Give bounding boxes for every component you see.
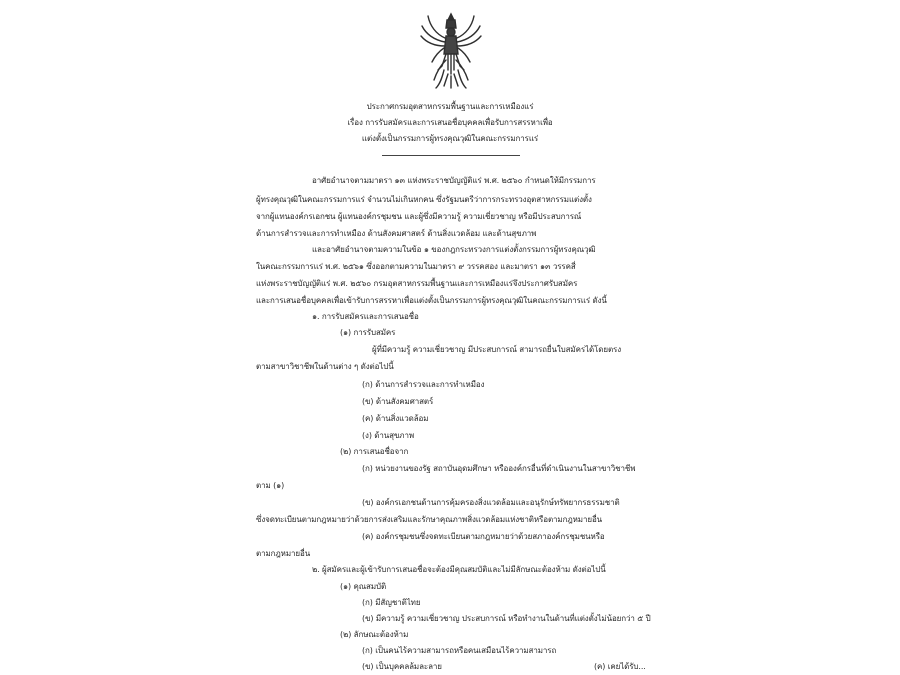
body-line: อาศัยอำนาจตามมาตรา ๑๓ แห่งพระราชบัญญัติแร่ พ.ศ. ๒๕๖๐ กำหนดให้มีกรรมการ [312, 176, 596, 185]
body-line: ผู้ทรงคุณวุฒิในคณะกรรมการแร่ จำนวนไม่เกินหกคน ซึ่งรัฐมนตรีว่าการกระทรวงอุตสาหกรรมแต่งตั้ง [256, 195, 592, 204]
body-line: ในคณะกรรมการแร่ พ.ศ. ๒๕๖๑ ซึ่งออกตามความในมาตรา ๙ วรรคสอง และมาตรา ๑๓ วรรคสี่ [256, 262, 576, 271]
body-line: ตามกฎหมายอื่น [256, 549, 311, 558]
list-item: (ก) ด้านการสำรวจและการทำเหมือง [362, 380, 485, 389]
body-line: ตามสาขาวิชาชีพในด้านต่าง ๆ ดังต่อไปนี้ [256, 362, 394, 371]
body-line: ซึ่งจดทะเบียนตามกฎหมายว่าด้วยการส่งเสริมและรักษาคุณภาพสิ่งแวดล้อมแห่งชาติหรือตามกฎหมายอื่น [256, 515, 603, 524]
list-item: (ค) ด้านสิ่งแวดล้อม [362, 414, 429, 423]
body-line: จากผู้แทนองค์กรเอกชน ผู้แทนองค์กรชุมชน และผู้ซึ่งมีความรู้ ความเชี่ยวชาญ หรือมีประสบการณ์ [256, 212, 582, 221]
body-line: ด้านการสำรวจและการทำเหมือง ด้านสังคมศาสตร์ ด้านสิ่งแวดล้อม และด้านสุขภาพ [256, 229, 537, 238]
page-continuation: (ค) เคยได้รับ... [594, 662, 646, 671]
subsection-heading: (๑) การรับสมัคร [340, 328, 396, 337]
announcement-agency-title: ประกาศกรมอุตสาหกรรมพื้นฐานและการเหมืองแร่ [366, 102, 534, 111]
list-item: (ข) องค์กรเอกชนด้านการคุ้มครองสิ่งแวดล้อมและอนุรักษ์ทรัพยากรธรรมชาติ [362, 498, 620, 507]
garuda-emblem-icon [418, 8, 484, 92]
list-item: (ค) องค์กรชุมชนซึ่งจดทะเบียนตามกฎหมายว่าด้วยสภาองค์กรชุมชนหรือ [362, 532, 605, 541]
body-line: แห่งพระราชบัญญัติแร่ พ.ศ. ๒๕๖๐ กรมอุตสาหกรรมพื้นฐานและการเหมืองแร่จึงประกาศรับสมัคร [256, 279, 578, 288]
body-line: และการเสนอชื่อบุคคลเพื่อเข้ารับการสรรหาเพื่อแต่งตั้งเป็นกรรมการผู้ทรงคุณวุฒิในคณะกรรมการแร่ ดังนี้ [256, 296, 607, 305]
header-divider [382, 155, 520, 156]
section-heading: ๑. การรับสมัครและการเสนอชื่อ [312, 312, 419, 321]
list-item: (ข) ด้านสังคมศาสตร์ [362, 397, 434, 406]
section-heading: ๒. ผู้สมัครและผู้เข้ารับการเสนอชื่อจะต้องมีคุณสมบัติและไม่มีลักษณะต้องห้าม ดังต่อไปนี้ [312, 565, 606, 574]
list-item: (ก) มีสัญชาติไทย [362, 598, 421, 607]
list-item: (ง) ด้านสุขภาพ [362, 431, 415, 440]
announcement-subject: เรื่อง การรับสมัครและการเสนอชื่อบุคคลเพื่อรับการสรรหาเพื่อ [347, 118, 553, 127]
announcement-subject-cont: แต่งตั้งเป็นกรรมการผู้ทรงคุณวุฒิในคณะกรรมการแร่ [361, 134, 539, 143]
subsection-heading: (๒) ลักษณะต้องห้าม [340, 630, 409, 639]
list-item: (ก) หน่วยงานของรัฐ สถาบันอุดมศึกษา หรือองค์กรอื่นที่ดำเนินงานในสาขาวิชาชีพ [362, 464, 636, 473]
subsection-heading: (๒) การเสนอชื่อจาก [340, 447, 409, 456]
list-item: (ก) เป็นคนไร้ความสามารถหรือคนเสมือนไร้ความสามารถ [362, 646, 557, 655]
subsection-heading: (๑) คุณสมบัติ [340, 582, 387, 591]
list-item: (ข) มีความรู้ ความเชี่ยวชาญ ประสบการณ์ หรือทำงานในด้านที่แต่งตั้งไม่น้อยกว่า ๕ ปี [362, 614, 651, 623]
body-line: ผู้ที่มีความรู้ ความเชี่ยวชาญ มีประสบการณ์ สามารถยื่นใบสมัครได้โดยตรง [372, 345, 622, 354]
body-line: ตาม (๑) [256, 481, 285, 490]
list-item: (ข) เป็นบุคคลล้มละลาย [362, 662, 442, 671]
body-line: และอาศัยอำนาจตามความในข้อ ๑ ของกฎกระทรวงการแต่งตั้งกรรมการผู้ทรงคุณวุฒิ [312, 245, 596, 254]
